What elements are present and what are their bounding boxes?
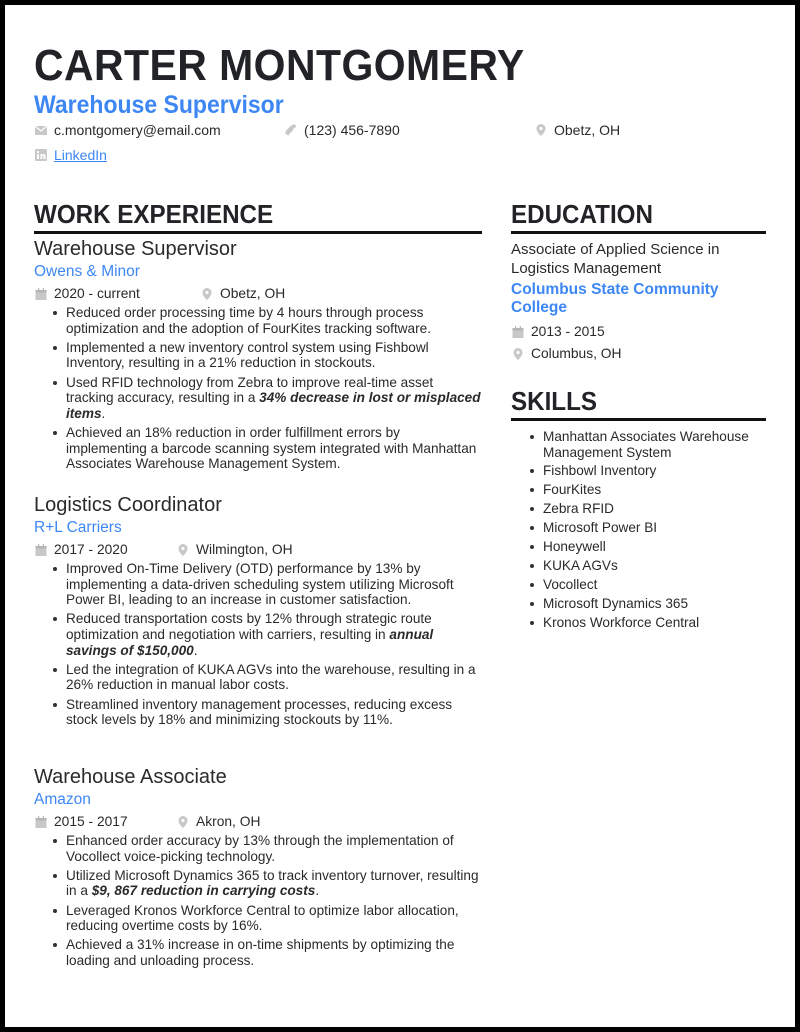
- skill-item: Microsoft Dynamics 365: [543, 596, 800, 612]
- location-text: Obetz, OH: [554, 122, 621, 138]
- bullet-text: .: [193, 642, 198, 658]
- map-pin-icon: [511, 347, 525, 361]
- job-bullets: [34, 833, 484, 969]
- bullet-text: Enhanced order accuracy by 13% through the implementation of Vocollect voice-picking technology.: [66, 833, 454, 864]
- bullet-text: .: [101, 405, 106, 421]
- skill-item: Honeywell: [543, 539, 800, 555]
- job-location: Akron, OH: [196, 814, 261, 829]
- bullet-text: Implemented a new inventory control system using Fishbowl Inventory, resulting in a 21% reduction in stockouts.: [66, 339, 429, 371]
- education-heading: EDUCATION: [511, 199, 766, 234]
- calendar-icon: [34, 815, 48, 829]
- email-text: c.montgomery@email.com: [54, 122, 221, 138]
- skill-item: KUKA AGVs: [543, 558, 800, 574]
- bullet-item: [66, 305, 484, 336]
- bullet-item: [66, 868, 484, 899]
- education-location: Columbus, OH: [511, 343, 771, 365]
- map-pin-icon: [200, 287, 214, 301]
- company-name: Amazon: [34, 791, 91, 808]
- education-entry: [511, 241, 771, 365]
- job-dates: 2020 - current: [54, 286, 140, 301]
- bullet-text: annual savings of $150,000: [66, 626, 434, 658]
- job-meta: [34, 811, 484, 833]
- map-pin-icon: [176, 815, 190, 829]
- bullet-item: [66, 425, 484, 472]
- bullet-item: [66, 561, 484, 608]
- skill-item: Microsoft Power BI: [543, 520, 800, 536]
- job-meta: [34, 539, 484, 561]
- calendar-icon: [34, 287, 48, 301]
- job-bullets: [34, 305, 484, 472]
- skill-item: Zebra RFID: [543, 501, 800, 517]
- education-dates: 2013 - 2015: [511, 321, 771, 343]
- candidate-title: Warehouse Supervisor: [34, 91, 284, 119]
- bullet-text: Achieved a 31% increase in on-time shipments by optimizing the loading and unloading process.: [66, 937, 455, 968]
- contact-email: [34, 122, 221, 138]
- phone-icon: [284, 123, 298, 137]
- job-title: Warehouse Associate: [34, 766, 227, 788]
- bullet-text: $9, 867 reduction in carrying costs: [91, 883, 316, 899]
- bullet-text: Used RFID technology from Zebra to improve real-time asset tracking accuracy, resulting in a: [66, 374, 434, 406]
- bullet-text: Achieved an 18% reduction in order fulfillment errors by implementing a barcode scanning system integrated with Manhattan Associates Warehouse Management System.: [66, 424, 477, 472]
- bullet-text: Reduced order processing time by 4 hours through process optimization and the adoption of FourKites tracking software.: [66, 305, 431, 336]
- skill-item: Manhattan Associates Warehouse Management System: [543, 429, 800, 460]
- bullet-text: Reduced transportation costs by 12% through strategic route optimization and negotiation with carriers, resulting in: [66, 611, 432, 642]
- bullet-item: [66, 833, 484, 864]
- skill-item: Fishbowl Inventory: [543, 463, 800, 479]
- linkedin-icon: [34, 148, 48, 162]
- job-bullets: [34, 561, 484, 728]
- bullet-text: Streamlined inventory management processes, reducing excess stock levels by 18% and minimizing stockouts by 11%.: [66, 696, 453, 728]
- bullet-item: [66, 697, 484, 728]
- job-dates: 2015 - 2017: [54, 814, 128, 829]
- candidate-name: CARTER MONTGOMERY: [34, 41, 525, 90]
- job-location: Obetz, OH: [220, 286, 286, 301]
- skills-list: [511, 429, 800, 634]
- calendar-icon: [511, 325, 525, 339]
- bullet-item: [66, 375, 484, 422]
- company-name: R+L Carriers: [34, 519, 122, 536]
- school: Columbus State Community College: [511, 281, 719, 316]
- bullet-text: .: [315, 883, 320, 899]
- resume-page: [5, 5, 795, 1027]
- bullet-item: [66, 662, 484, 693]
- bullet-item: [66, 937, 484, 968]
- bullet-text: Leveraged Kronos Workforce Central to optimize labor allocation, reducing overtime costs by 16%.: [66, 902, 459, 934]
- skill-item: FourKites: [543, 482, 800, 498]
- bullet-item: [66, 903, 484, 934]
- map-pin-icon: [176, 543, 190, 557]
- job-meta: [34, 283, 484, 305]
- skill-item: Vocollect: [543, 577, 800, 593]
- linkedin-link[interactable]: LinkedIn: [54, 147, 107, 163]
- bullet-item: [66, 340, 484, 371]
- job-entry: [34, 237, 484, 475]
- degree: Associate of Applied Science in Logistics Management: [511, 241, 720, 277]
- job-entry: [34, 765, 484, 972]
- company-name: Owens & Minor: [34, 263, 140, 280]
- bullet-text: Improved On-Time Delivery (OTD) performance by 13% by implementing a data-driven scheduling system utilizing Microsoft Power BI, leading to an increase in customer satisfaction.: [66, 561, 454, 608]
- bullet-text: 34% decrease in lost or misplaced items: [66, 390, 481, 421]
- envelope-icon: [34, 123, 48, 137]
- job-location: Wilmington, OH: [196, 542, 293, 557]
- contact-location: [534, 122, 620, 138]
- skills-heading: SKILLS: [511, 386, 766, 421]
- bullet-text: Led the integration of KUKA AGVs into the warehouse, resulting in a 26% reduction in manual labor costs.: [66, 661, 476, 693]
- bullet-text: Utilized Microsoft Dynamics 365 to track inventory turnover, resulting in a: [66, 867, 479, 899]
- map-pin-icon: [534, 123, 548, 137]
- contact-phone: [284, 122, 400, 138]
- skill-item: Kronos Workforce Central: [543, 615, 800, 631]
- work-experience-heading: WORK EXPERIENCE: [34, 199, 482, 234]
- job-entry: [34, 493, 484, 731]
- job-dates: 2017 - 2020: [54, 542, 128, 557]
- contact-linkedin: [34, 147, 107, 163]
- phone-text: (123) 456-7890: [304, 122, 400, 138]
- calendar-icon: [34, 543, 48, 557]
- job-title: Logistics Coordinator: [34, 494, 222, 516]
- bullet-item: [66, 611, 484, 658]
- job-title: Warehouse Supervisor: [34, 238, 237, 260]
